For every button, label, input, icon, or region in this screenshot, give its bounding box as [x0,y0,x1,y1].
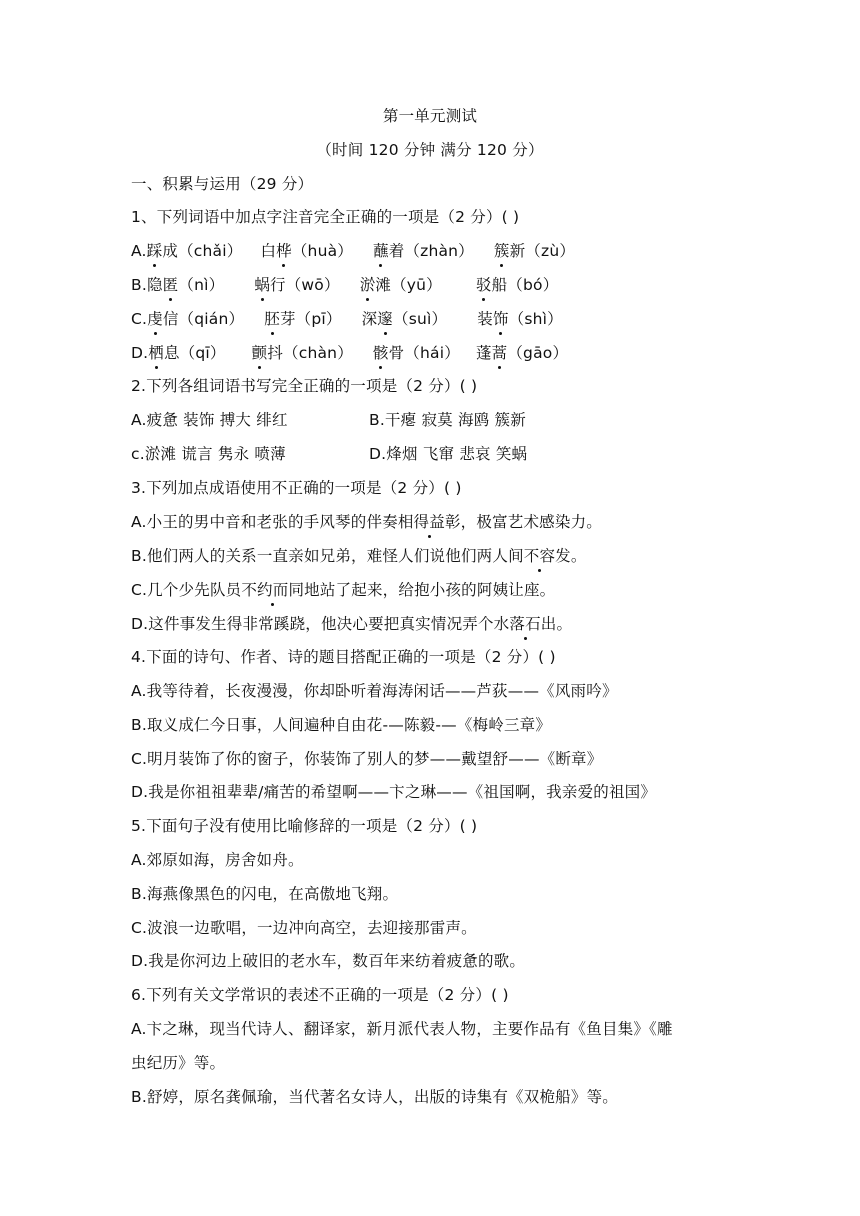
question-1-stem: 1、下列词语中加点字注音完全正确的一项是（2 分）( ) [131,208,520,226]
dotted-char: 桦 [276,238,292,264]
question-6-option-a-line-1: A.卞之琳，现当代诗人、翻译家，新月派代表人物，主要作品有《鱼目集》《雕 [131,1020,673,1038]
dotted-char: 匿 [163,272,179,298]
question-4-stem: 4.下面的诗句、作者、诗的题目搭配正确的一项是（2 分）( ) [131,648,556,666]
dotted-char: 踩 [147,238,163,264]
dotted-char: 虔 [147,306,163,332]
question-6-option-a-line-2: 虫纪历》等。 [131,1054,226,1072]
question-6-option-b: B.舒婷，原名龚佩瑜，当代著名女诗人，出版的诗集有《双桅船》等。 [131,1088,618,1106]
dotted-char: 邃 [377,306,393,332]
dotted-idiom: 相得益彰 [398,509,461,535]
question-5-option-c: C.波浪一边歌唱，一边冲向高空，去迎接那雷声。 [131,919,477,937]
question-6-stem: 6.下列有关文学常识的表述不正确的一项是（2 分）( ) [131,986,509,1004]
dotted-char: 骸 [373,340,389,366]
question-4-option-a: A.我等待着，长夜漫漫，你却卧听着海涛闲话——芦荻——《风雨吟》 [131,682,618,700]
dotted-char: 颤 [252,340,268,366]
question-4-option-b: B.取义成仁今日事，人间遍种自由花-—陈毅-—《梅岭三章》 [131,716,552,734]
dotted-idiom: 水落石出 [494,611,557,637]
dotted-char: 淤 [360,272,376,298]
question-1-option-b: B.隐匿（nì） 蜗行（wō） 淤滩（yū） 驳船（bó） [131,272,558,298]
dotted-idiom: 间不容发 [508,543,571,569]
dotted-char: 蒿 [492,340,508,366]
question-4-option-d: D.我是你祖祖辈辈/痛苦的希望啊——卞之琳——《祖国啊，我亲爱的祖国》 [131,783,657,801]
section-heading: 一、积累与运用（29 分） [131,175,314,193]
question-1-option-a: A.踩成（chǎi） 白桦（huà） 蘸着（zhàn） 簇新（zù） [131,238,575,264]
question-3-stem: 3.下列加点成语使用不正确的一项是（2 分）( ) [131,479,462,497]
question-3-option-d: D.这件事发生得非常蹊跷，他决心要把真实情况弄个水落石出。 [131,611,572,637]
question-3-option-b: B.他们两人的关系一直亲如兄弟，难怪人们说他们两人间不容发。 [131,543,587,569]
dotted-char: 驳 [476,272,492,298]
question-3-option-c: C.几个少先队员不约而同地站了起来，给抱小孩的阿姨让座。 [131,577,555,603]
dotted-char: 饰 [493,306,509,332]
page-subtitle: （时间 120 分钟 满分 120 分） [316,141,544,159]
question-5-stem: 5.下面句子没有使用比喻修辞的一项是（2 分）( ) [131,817,478,835]
question-5-option-d: D.我是你河边上破旧的老水车，数百年来纺着疲惫的歌。 [131,952,526,970]
dotted-char: 栖 [148,340,164,366]
question-5-option-a: A.郊原如海，房舍如舟。 [131,851,304,869]
dotted-char: 蘸 [373,238,389,264]
dotted-idiom: 不约而同 [241,577,304,603]
dotted-char: 胚 [264,306,280,332]
question-1-option-d: D.栖息（qī） 颤抖（chàn） 骸骨（hái） 蓬蒿（gāo） [131,340,568,366]
dotted-char: 蜗 [254,272,270,298]
question-2-options-row-2: c.淤滩 谎言 隽永 喷薄 D.烽烟 飞窜 悲哀 笑蜗 [131,445,528,463]
question-2-options-row-1: A.疲惫 装饰 搏大 绯红 B.干瘪 寂莫 海鸥 簇新 [131,411,526,429]
question-2-stem: 2.下列各组词语书写完全正确的一项是（2 分）( ) [131,377,478,395]
question-3-option-a: A.小王的男中音和老张的手风琴的伴奏相得益彰，极富艺术感染力。 [131,509,602,535]
question-4-option-c: C.明月装饰了你的窗子，你装饰了别人的梦——戴望舒——《断章》 [131,750,603,768]
dotted-char: 簇 [494,238,510,264]
page-title: 第一单元测试 [382,107,478,125]
question-1-option-c: C.虔信（qián） 胚芽（pī） 深邃（suì） 装饰（shì） [131,306,563,332]
question-5-option-b: B.海燕像黑色的闪电，在高傲地飞翔。 [131,885,399,903]
